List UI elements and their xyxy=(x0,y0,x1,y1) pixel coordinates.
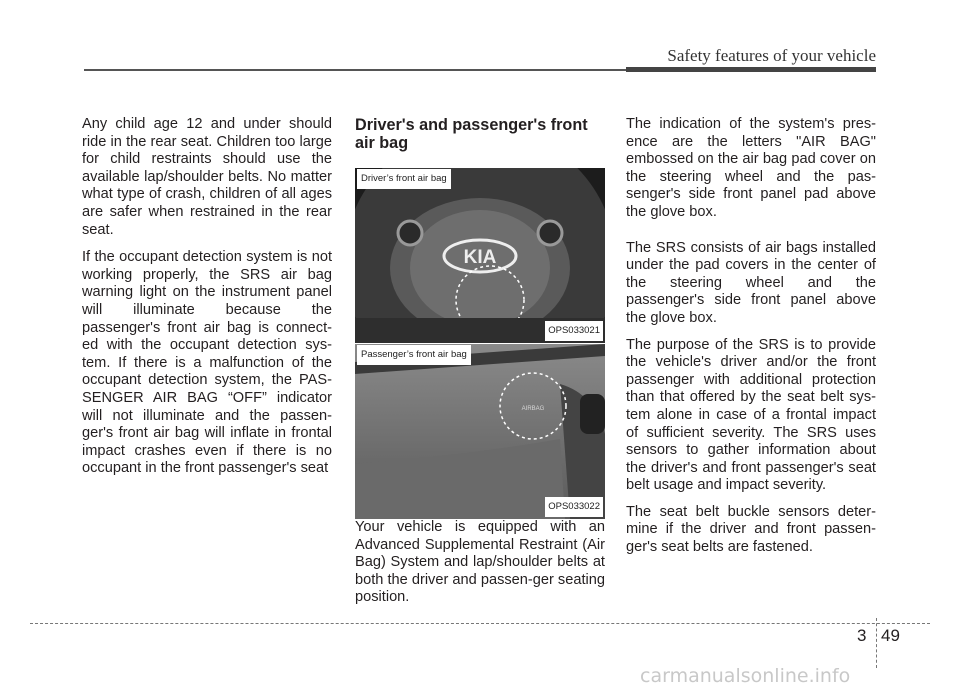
paragraph: Your vehicle is equipped with an Advanced Supplemental Restraint (Air Bag) System and lap/shoulder belts at both the driver and passen-ger seating position. xyxy=(355,519,605,606)
paragraph: The indication of the system's pres-ence are the letters "AIR BAG" embossed on the air bag pad cover on the steering wheel and the pas-senger's side front panel pad above the glove box. xyxy=(626,116,876,220)
paragraph: The seat belt buckle sensors deter-mine if the driver and front passen-ger's seat belts are fastened. xyxy=(626,503,876,556)
section-heading: Driver's and passenger's front air bag xyxy=(355,116,588,152)
figure-code: OPS033022 xyxy=(545,497,603,517)
figure-label: Passenger’s front air bag xyxy=(357,345,471,365)
watermark: carmanualsonline.info xyxy=(640,665,851,687)
column-right xyxy=(626,116,876,575)
header-rule-accent xyxy=(626,67,876,72)
page-number-divider xyxy=(876,618,877,668)
column-middle xyxy=(355,116,605,617)
paragraph: The purpose of the SRS is to provide the vehicle's driver and/or the front passenger with additional protection than that offered by the seat belt sys-tem alone in case of a frontal impact of sufficient severity. The SRS uses sensors to gather information about the driver's and front passenger's seat belt usage and impact severity. xyxy=(626,336,876,494)
paragraph: Any child age 12 and under should ride in the rear seat. Children too large for child restraints should use the available lap/shoulder belts. No matter what type of crash, children of all ages are safer when restrained in the rear seat. xyxy=(82,116,332,238)
kia-logo-text: KIA xyxy=(463,247,497,268)
airbag-emboss-text: AIRBAG xyxy=(521,406,545,412)
dashboard-illustration xyxy=(355,344,605,519)
column-left xyxy=(82,116,332,488)
paragraph: The SRS consists of air bags installed under the pad covers in the center of the steering wheel and the passenger's side front panel above the glove box. xyxy=(626,239,876,326)
steering-wheel-illustration xyxy=(355,168,605,343)
figure-passenger-airbag xyxy=(355,344,605,519)
page-header-title: Safety features of your vehicle xyxy=(667,46,876,65)
page-number: 49 xyxy=(881,626,900,645)
figure-label: Driver’s front air bag xyxy=(357,169,451,189)
footer-divider xyxy=(30,623,930,624)
figure-code: OPS033021 xyxy=(545,321,603,341)
chapter-number: 3 xyxy=(857,626,867,645)
paragraph: If the occupant detection system is not working properly, the SRS air bag warning light on the instrument panel will illuminate because the passenger's front air bag is connect-ed with the occupant detection sys-tem. If there is a malfunction of the occupant detection system, the PAS-SENGER AIR BAG “OFF” indicator will not illuminate and the passen-ger's front air bag will inflate in frontal impact crashes even if there is no occupant in the front passenger's seat xyxy=(82,249,332,477)
figure-driver-airbag xyxy=(355,168,605,343)
